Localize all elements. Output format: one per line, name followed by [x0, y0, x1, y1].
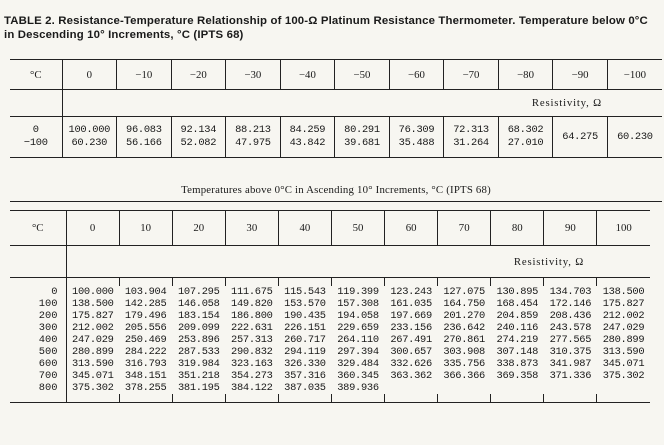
data-row: [10, 370, 650, 382]
resistance-value: 72.313: [453, 124, 489, 136]
row-temperature: 0: [51, 286, 58, 298]
value-cell: [389, 117, 444, 158]
column-header: 30: [225, 211, 278, 246]
column-header: 0: [66, 211, 119, 246]
subheader-label: Resistivity, Ω: [62, 90, 662, 117]
resistance-value: 341.987: [549, 358, 592, 370]
data-row: [10, 286, 650, 298]
column-header: −50: [335, 60, 390, 90]
resistance-value: 56.166: [126, 137, 162, 149]
resistance-value: 153.570: [284, 298, 326, 310]
resistance-value: 168.454: [496, 298, 539, 310]
row-temperature: −100: [23, 137, 48, 149]
resistance-value: 360.345: [337, 370, 379, 382]
resistance-value: 84.259: [289, 124, 326, 136]
subheader-spacer: [10, 246, 66, 278]
resistance-value: 280.899: [66, 346, 119, 358]
resistance-value: 222.631: [231, 322, 273, 334]
column-header: −30: [226, 60, 281, 90]
resistance-value: 39.681: [344, 137, 380, 149]
subheader-row: [10, 90, 662, 117]
value-cell: [335, 117, 390, 158]
value-cell: [171, 117, 226, 158]
resistance-value: 27.010: [507, 137, 544, 149]
subheader-spacer: [10, 90, 62, 117]
column-header: −60: [389, 60, 444, 90]
resistance-value: 80.291: [344, 124, 380, 136]
resistance-value: 366.366: [443, 370, 485, 382]
resistance-value: 303.908: [443, 346, 485, 358]
resistance-value: 208.436: [549, 310, 592, 322]
spacer-cell: [119, 278, 172, 287]
table-caption: TABLE 2. Resistance-Temperature Relationship of 100-Ω Platinum Resistance Thermometer. Temperature below 0°C in Descending 10° Increments, °C (IPTS 68): [4, 15, 648, 41]
column-header: −80: [498, 60, 553, 90]
spacer-cell: [385, 278, 438, 287]
resistance-value: 290.832: [231, 346, 273, 358]
resistance-value: 371.336: [549, 370, 592, 382]
resistance-value: 164.750: [443, 298, 485, 310]
resistance-value: 175.827: [602, 298, 645, 310]
resistance-value: 363.362: [390, 370, 432, 382]
resistance-value: 280.899: [602, 334, 645, 346]
column-header: −10: [117, 60, 172, 90]
data-row: [10, 358, 650, 370]
resistance-value: 375.302: [602, 370, 645, 382]
resistance-value: 35.488: [398, 137, 435, 149]
column-header: 80: [491, 211, 544, 246]
resistance-value: 226.151: [284, 322, 326, 334]
column-header: 0: [62, 60, 117, 90]
column-header: −70: [444, 60, 499, 90]
resistance-value: 313.590: [602, 346, 645, 358]
resistance-value: 197.669: [390, 310, 432, 322]
resistance-value: 250.469: [124, 334, 167, 346]
column-header: 60: [385, 211, 438, 246]
resistance-value: 60.230: [617, 130, 653, 143]
resistance-value: 287.533: [177, 346, 220, 358]
resistance-value: 307.148: [496, 346, 539, 358]
resistance-value: 369.358: [496, 370, 539, 382]
header-row: [10, 211, 650, 246]
spacer-cell: [225, 394, 278, 403]
resistance-value: 43.842: [289, 137, 326, 149]
value-cell: [280, 117, 335, 158]
column-header: −100: [607, 60, 662, 90]
resistance-value: 354.273: [231, 370, 273, 382]
resistance-value: 107.295: [177, 286, 220, 298]
resistance-value: 96.083: [126, 124, 162, 136]
resistance-value: 64.275: [562, 130, 598, 143]
resistance-value: 68.302: [507, 124, 544, 136]
resistance-value: 253.896: [177, 334, 220, 346]
resistance-value: 387.035: [284, 382, 326, 394]
data-row: [10, 117, 662, 158]
resistance-value: 212.002: [602, 310, 645, 322]
resistance-value: 149.820: [231, 298, 273, 310]
spacer-cell: [597, 278, 650, 287]
resistance-value: 319.984: [177, 358, 220, 370]
resistance-value: 157.308: [337, 298, 379, 310]
resistance-value: 375.302: [66, 382, 119, 394]
spacer-cell: [10, 278, 66, 287]
row-temperature-cell: [10, 117, 62, 158]
resistance-value: 130.895: [496, 286, 539, 298]
resistance-value: 229.659: [337, 322, 379, 334]
row-temperature: 100: [38, 298, 58, 310]
column-header: 20: [172, 211, 225, 246]
resistance-value: 381.195: [177, 382, 220, 394]
resistance-value: 123.243: [390, 286, 432, 298]
resistance-value: 284.222: [124, 346, 167, 358]
resistance-value: [385, 382, 438, 394]
resistance-value: 264.110: [337, 334, 379, 346]
column-header: 40: [278, 211, 331, 246]
resistance-value: 351.218: [177, 370, 220, 382]
resistance-value: 60.230: [71, 137, 108, 149]
column-header: 50: [331, 211, 384, 246]
resistance-value: 138.500: [66, 298, 119, 310]
resistance-value: 267.491: [390, 334, 432, 346]
spacer-cell: [331, 278, 384, 287]
resistance-value: 277.565: [549, 334, 592, 346]
subheader-label: Resistivity, Ω: [66, 246, 650, 278]
resistance-value: 146.058: [177, 298, 220, 310]
row-temperature: 400: [38, 334, 58, 346]
column-header: −90: [553, 60, 608, 90]
resistance-value: 100.000: [66, 286, 119, 298]
resistance-value: 257.313: [231, 334, 273, 346]
data-row: [10, 382, 650, 394]
data-row: [10, 322, 650, 334]
data-row: [10, 310, 650, 322]
value-cell: [226, 117, 281, 158]
resistance-value: 201.270: [443, 310, 485, 322]
resistance-value: 332.626: [390, 358, 432, 370]
spacer-row: [10, 394, 650, 403]
row-temperature: 500: [38, 346, 58, 358]
resistance-value: 47.975: [235, 137, 271, 149]
spacer-cell: [544, 394, 597, 403]
resistance-value: 212.002: [66, 322, 119, 334]
data-row: [10, 346, 650, 358]
data-row: [10, 298, 650, 310]
resistance-value: 100.000: [68, 124, 111, 136]
resistance-value: 378.255: [124, 382, 167, 394]
table-above-zero: [10, 210, 650, 403]
row-temperature: 200: [38, 310, 58, 322]
resistance-value: 389.936: [337, 382, 379, 394]
unit-header: °C: [10, 60, 62, 90]
resistance-value: 111.675: [231, 286, 273, 298]
data-row: [10, 334, 650, 346]
spacer-cell: [172, 278, 225, 287]
resistance-value: 88.213: [235, 124, 271, 136]
subheader-row: [10, 246, 650, 278]
spacer-cell: [491, 394, 544, 403]
value-cell: [444, 117, 499, 158]
resistance-value: 119.399: [337, 286, 379, 298]
resistance-value: [597, 382, 650, 394]
resistance-value: 348.151: [124, 370, 167, 382]
resistance-value: 175.827: [66, 310, 119, 322]
resistance-value: 92.134: [180, 124, 217, 136]
spacer-cell: [438, 278, 491, 287]
resistance-value: 179.496: [124, 310, 167, 322]
resistance-value: 297.394: [337, 346, 379, 358]
resistance-value: 103.904: [124, 286, 167, 298]
column-header: −40: [280, 60, 335, 90]
row-temperature: 300: [38, 322, 58, 334]
resistance-value: [491, 382, 544, 394]
spacer-row: [10, 278, 650, 287]
resistance-value: 186.800: [231, 310, 273, 322]
resistance-value: 313.590: [66, 358, 119, 370]
resistance-value: 243.578: [549, 322, 592, 334]
resistance-value: 240.116: [496, 322, 539, 334]
resistance-value: 326.330: [284, 358, 326, 370]
resistance-value: [438, 382, 491, 394]
resistance-value: 142.285: [124, 298, 167, 310]
resistance-value: 270.861: [443, 334, 485, 346]
spacer-cell: [66, 394, 119, 403]
resistance-value: 274.219: [496, 334, 539, 346]
resistance-value: 323.163: [231, 358, 273, 370]
resistance-value: 138.500: [602, 286, 645, 298]
resistance-value: 115.543: [284, 286, 326, 298]
value-cell: [607, 117, 662, 158]
resistance-value: 190.435: [284, 310, 326, 322]
value-cell: [117, 117, 172, 158]
resistance-value: 384.122: [231, 382, 273, 394]
resistance-value: 52.082: [180, 137, 217, 149]
resistance-value: 31.264: [453, 137, 489, 149]
spacer-cell: [278, 278, 331, 287]
resistance-value: 233.156: [390, 322, 432, 334]
resistance-value: 294.119: [284, 346, 326, 358]
spacer-cell: [225, 278, 278, 287]
resistance-value: 161.035: [390, 298, 432, 310]
resistance-value: 76.309: [398, 124, 435, 136]
resistance-value: 345.071: [66, 370, 119, 382]
spacer-cell: [10, 394, 66, 403]
resistance-value: 236.642: [443, 322, 485, 334]
column-header: 100: [597, 211, 650, 246]
header-row: [10, 60, 662, 90]
value-cell: [498, 117, 553, 158]
row-temperature: 800: [38, 382, 58, 394]
value-cell: [62, 117, 117, 158]
resistance-value: 338.873: [496, 358, 539, 370]
spacer-cell: [278, 394, 331, 403]
resistance-value: 205.556: [124, 322, 167, 334]
value-cell: [553, 117, 608, 158]
table-below-zero: [10, 59, 662, 158]
resistance-value: 134.703: [549, 286, 592, 298]
resistance-value: 209.099: [177, 322, 220, 334]
row-temperature: 600: [38, 358, 58, 370]
row-temperature: 700: [38, 370, 58, 382]
resistance-value: 247.029: [66, 334, 119, 346]
spacer-cell: [597, 394, 650, 403]
resistance-value: 172.146: [549, 298, 592, 310]
resistance-value: 357.316: [284, 370, 326, 382]
spacer-cell: [331, 394, 384, 403]
spacer-cell: [66, 278, 119, 287]
column-header: 70: [438, 211, 491, 246]
spacer-cell: [385, 394, 438, 403]
resistance-value: 127.075: [443, 286, 485, 298]
spacer-cell: [172, 394, 225, 403]
resistance-value: 316.793: [124, 358, 167, 370]
resistance-value: 204.859: [496, 310, 539, 322]
column-header: 10: [119, 211, 172, 246]
row-temperature: 0: [32, 124, 39, 136]
resistance-value: [544, 382, 597, 394]
resistance-value: 345.071: [602, 358, 645, 370]
table-section-caption: Temperatures above 0°C in Ascending 10° Increments, °C (IPTS 68): [10, 179, 662, 202]
resistance-value: 329.484: [337, 358, 379, 370]
resistance-value: 300.657: [390, 346, 432, 358]
resistance-value: 260.717: [284, 334, 326, 346]
resistance-value: 194.058: [337, 310, 379, 322]
resistance-value: 335.756: [443, 358, 485, 370]
spacer-cell: [491, 278, 544, 287]
spacer-cell: [119, 394, 172, 403]
column-header: −20: [171, 60, 226, 90]
resistance-value: 247.029: [602, 322, 645, 334]
spacer-cell: [544, 278, 597, 287]
resistance-value: 183.154: [177, 310, 220, 322]
spacer-cell: [438, 394, 491, 403]
unit-header: °C: [10, 211, 66, 246]
resistance-value: 310.375: [549, 346, 592, 358]
column-header: 90: [544, 211, 597, 246]
